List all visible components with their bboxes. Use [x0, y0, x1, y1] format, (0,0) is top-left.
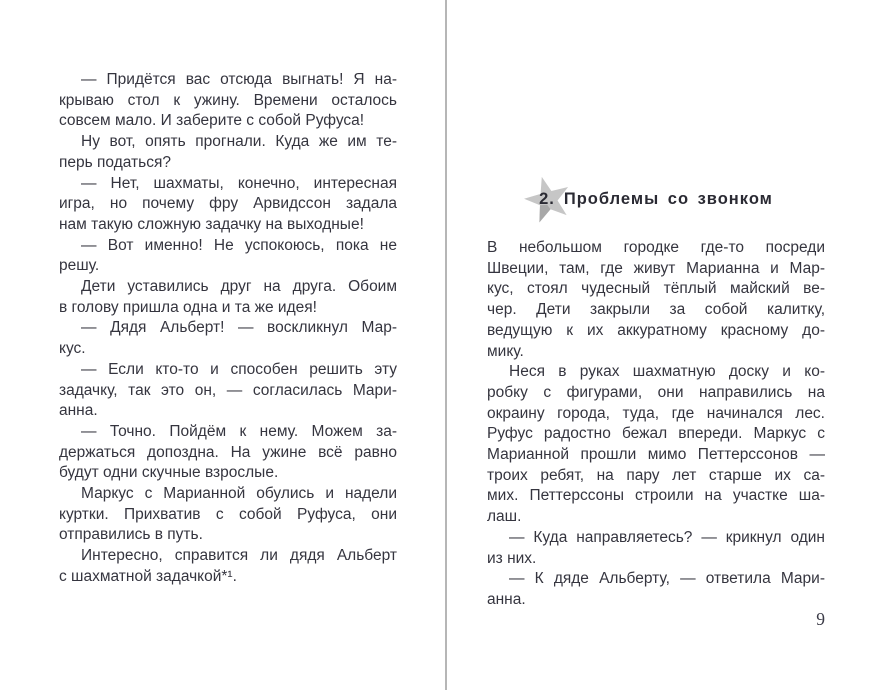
page-number: 9	[816, 609, 825, 629]
paragraph	[59, 70, 397, 132]
text-line: Марианной прошли мимо Петтерссонов —	[487, 446, 825, 464]
text-line: игра, но почему фру Арвидссон задала	[59, 195, 397, 213]
text-line: кус, стоял чудесный тёплый майский ве-	[487, 280, 825, 298]
text-line: — Вот именно! Не успокоюсь, пока не	[81, 236, 397, 254]
text-line: решу.	[59, 257, 100, 275]
paragraph	[59, 277, 397, 318]
text-line: — Дядя Альберт! — воскликнул Мар-	[81, 319, 397, 337]
text-line: Дети уставились друг на друга. Обоим	[81, 278, 397, 296]
text-line: Маркус с Марианной обулись и надели	[81, 485, 397, 503]
text-line: лаш.	[487, 508, 522, 526]
text-line: — Придётся вас отсюда выгнать! Я на-	[81, 71, 397, 88]
chapter-number	[539, 190, 555, 209]
chapter-title: Проблемы со звонком	[563, 190, 773, 208]
text-line: робку с фигурами, они направились на	[487, 383, 825, 401]
text-line: задачку, так это он, — согласилась Мари-	[59, 381, 397, 399]
text-line: крываю стол к ужину. Времени осталось	[59, 91, 397, 109]
text-line: с шахматной задачкой*¹.	[59, 567, 237, 585]
text-line: ведущую к их аккуратному красному до-	[487, 321, 825, 339]
paragraph	[59, 236, 397, 277]
text-line: чер. Дети закрыли за собой калитку,	[487, 301, 825, 319]
page-divider	[445, 0, 447, 690]
text-line: окраину города, туда, где начинался лес.	[487, 404, 825, 422]
text-line: Швеции, там, где живут Марианна и Мар-	[487, 259, 825, 277]
text-line: в голову пришла одна и та же идея!	[59, 298, 317, 316]
paragraph	[59, 360, 397, 422]
text-line: анна.	[59, 402, 98, 420]
paragraph	[487, 238, 825, 362]
text-line: — Нет, шахматы, конечно, интересная	[81, 174, 397, 192]
paragraph	[59, 546, 397, 587]
text-line: Ну вот, опять прогнали. Куда же им те-	[81, 133, 397, 151]
text-line: держаться допоздна. На ужине всё равно	[59, 443, 397, 461]
paragraph	[59, 132, 397, 173]
text-line: Неся в руках шахматную доску и ко-	[509, 363, 825, 381]
text-line: будут одни скучные взрослые.	[59, 464, 279, 482]
text-line: — Куда направляетесь? — крикнул один	[509, 528, 825, 546]
paragraph	[487, 569, 825, 610]
paragraph	[59, 422, 397, 484]
text-line: перь податься?	[59, 153, 171, 171]
text-line: Интересно, справится ли дядя Альберт	[81, 547, 397, 565]
paragraph	[487, 362, 825, 528]
text-line: троих ребят, на пару лет старше их са-	[487, 466, 825, 484]
text-line: нам такую сложную задачку на выходные!	[59, 215, 364, 233]
text-line: куртки. Прихватив с собой Руфуса, они	[59, 505, 397, 523]
text-line: мику.	[487, 342, 524, 360]
paragraph	[59, 318, 397, 359]
paragraph	[59, 174, 397, 236]
text-line: отправились в путь.	[59, 526, 203, 544]
text-line: — Точно. Пойдём к нему. Можем за-	[81, 422, 397, 440]
paragraph	[487, 528, 825, 569]
paragraph	[59, 484, 397, 546]
text-line: анна.	[487, 590, 526, 608]
left-page-text	[59, 70, 397, 588]
text-line: совсем мало. И заберите с собой Руфуса!	[59, 112, 365, 130]
text-line: — К дяде Альберту, — ответила Мари-	[509, 570, 825, 588]
text-line: Руфус радостно бежал впереди. Маркус с	[487, 425, 825, 443]
text-line: из них.	[487, 549, 537, 567]
text-line: мих. Петтерссоны строили на участке ша-	[487, 487, 825, 505]
chapter-number-text: 2.	[539, 190, 555, 208]
right-page-text	[487, 238, 825, 611]
chapter-heading	[487, 190, 825, 209]
text-line: — Если кто-то и способен решить эту	[81, 360, 397, 378]
text-line: кус.	[59, 340, 86, 358]
text-line: В небольшом городке где-то посреди	[487, 239, 825, 256]
